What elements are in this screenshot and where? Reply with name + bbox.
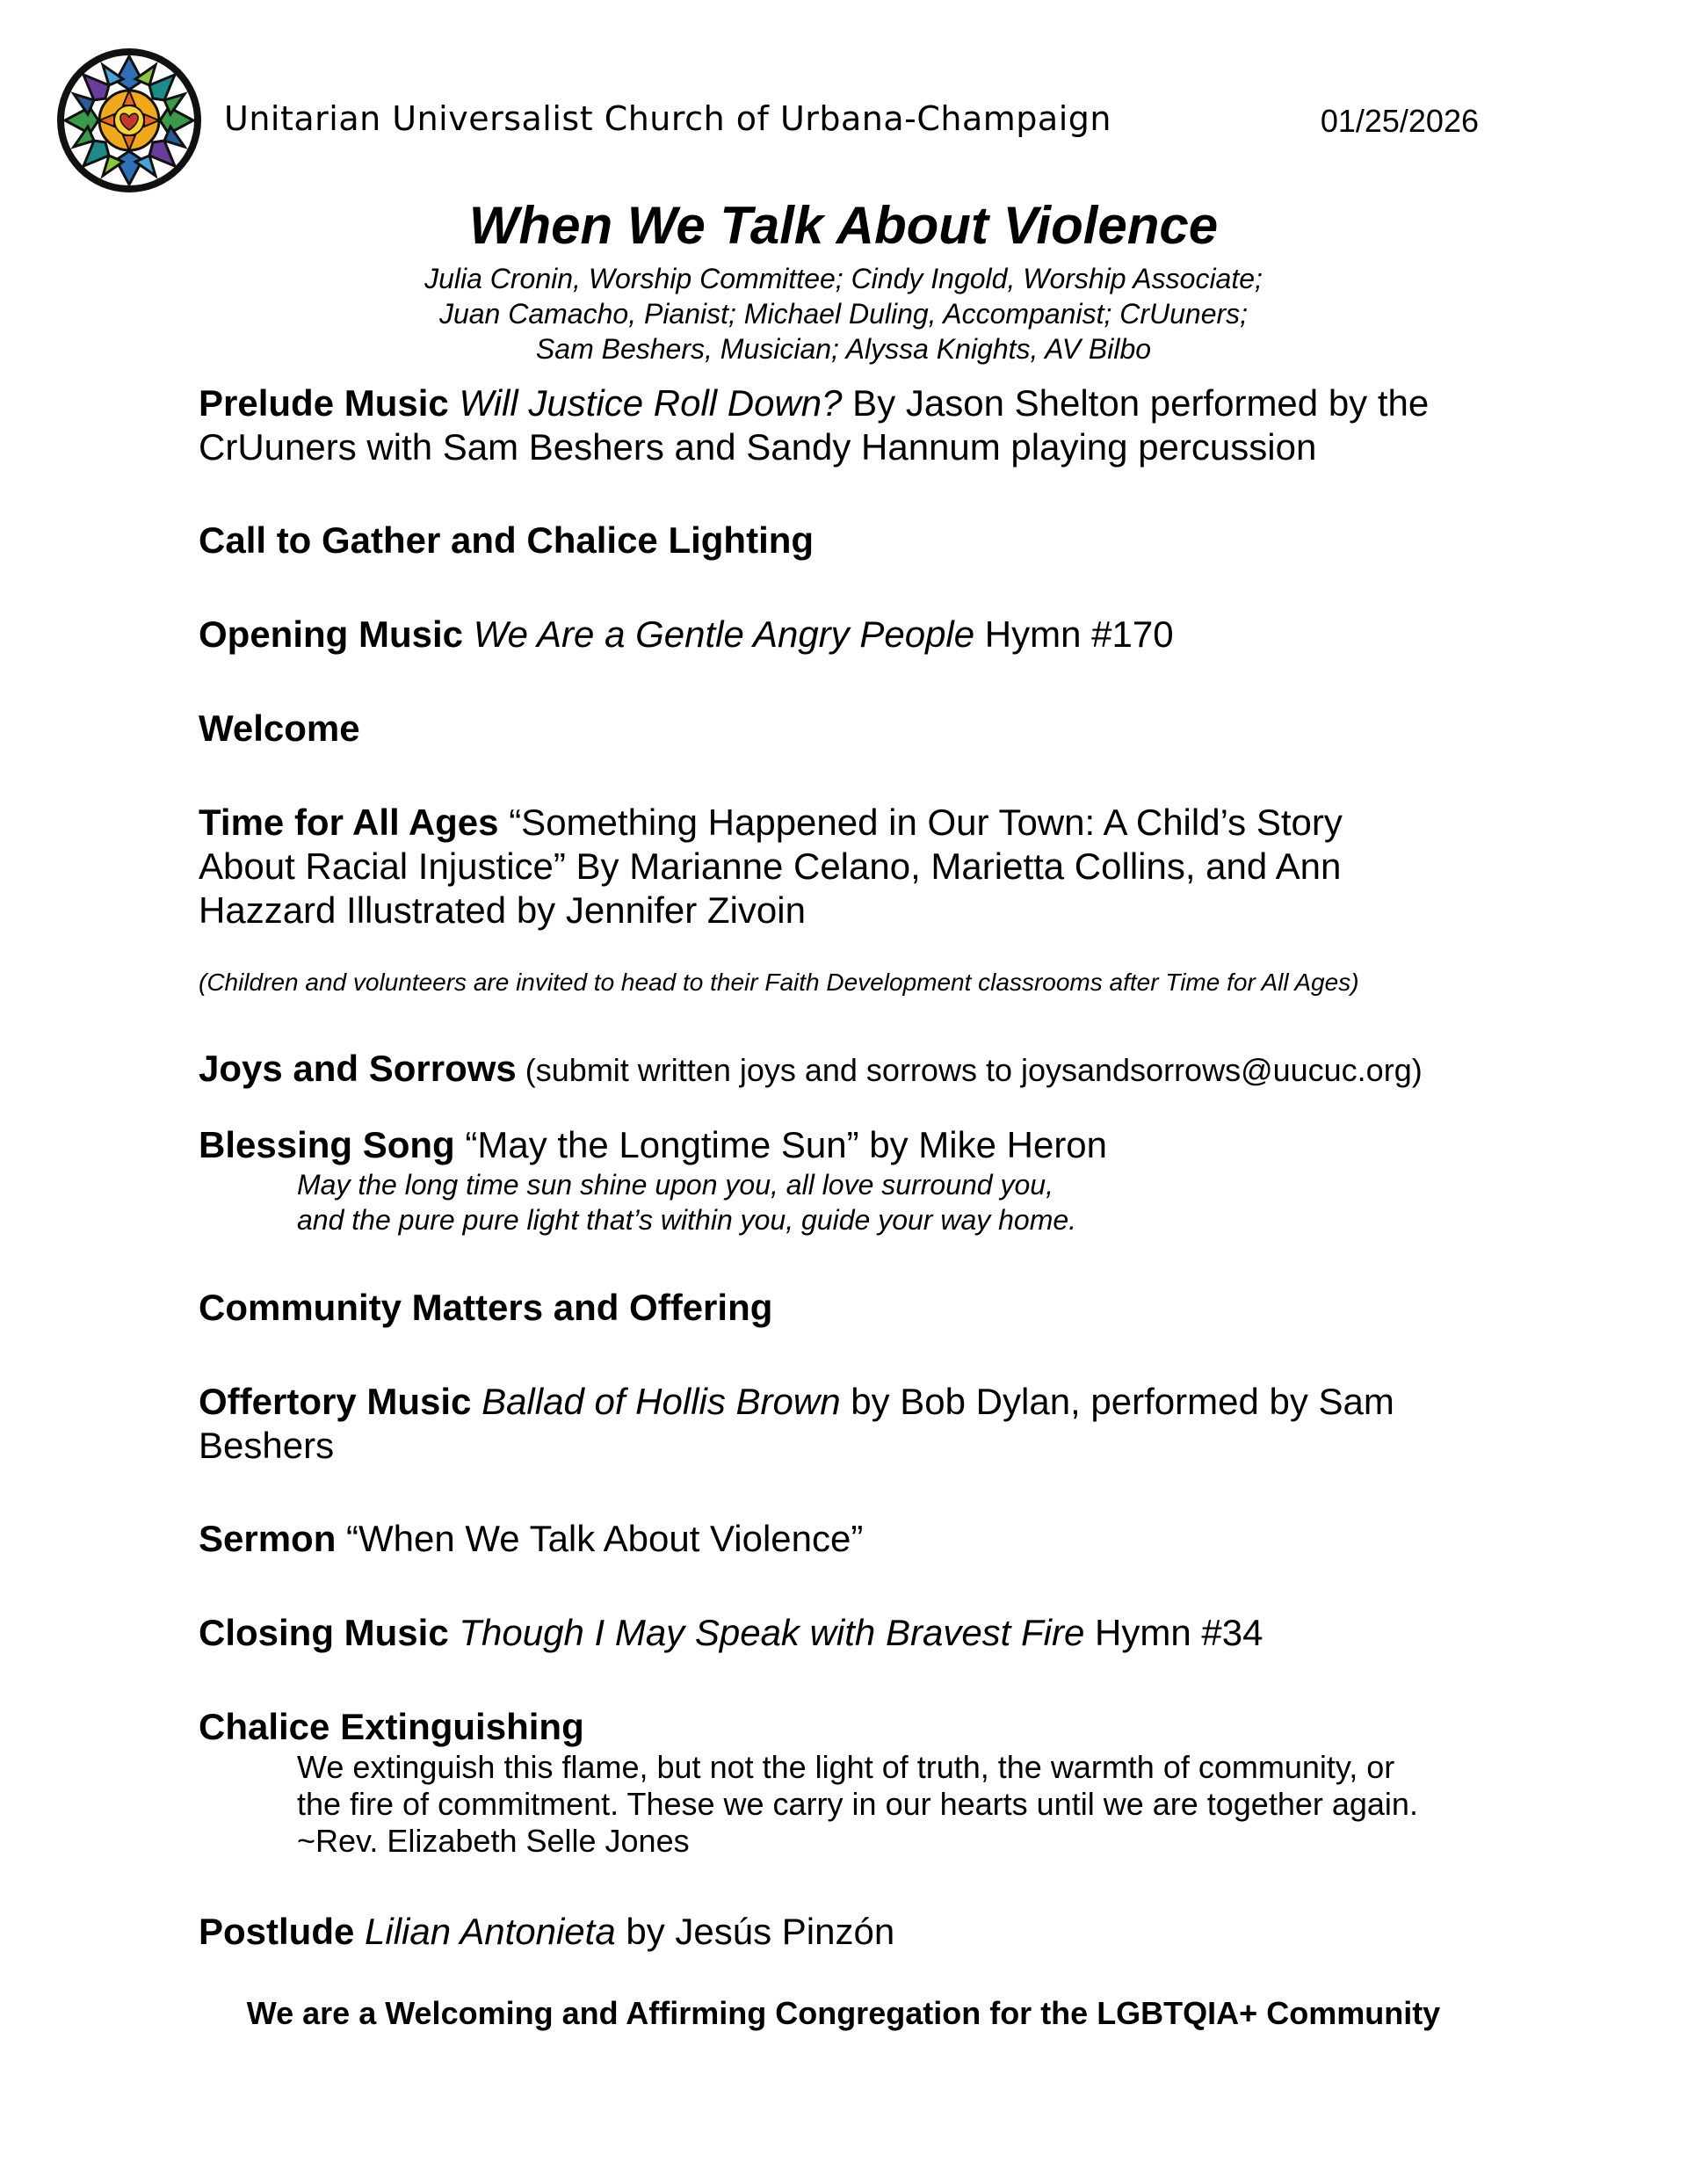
quote-line: We extinguish this flame, but not the light of truth, the warmth of community, or xyxy=(297,1749,1395,1785)
joys-and-sorrows-item xyxy=(199,1047,1499,1092)
item-label: Chalice Extinguishing xyxy=(199,1706,584,1747)
item-label: Prelude Music xyxy=(199,382,449,424)
item-label: Opening Music xyxy=(199,613,464,655)
quote-line: ~Rev. Elizabeth Selle Jones xyxy=(297,1823,690,1859)
sermon-item xyxy=(199,1517,1499,1561)
item-text: Hymn #34 xyxy=(1084,1612,1263,1653)
quote-line: the fire of commitment. These we carry in our hearts until we are together again. xyxy=(297,1786,1418,1822)
welcome-item xyxy=(199,707,1499,751)
time-for-all-ages-item xyxy=(199,801,1499,932)
blessing-song-item xyxy=(199,1123,1499,1167)
item-text: “When We Talk About Violence” xyxy=(336,1518,864,1559)
item-label: Call to Gather and Chalice Lighting xyxy=(199,519,815,561)
welcoming-statement: We are a Welcoming and Affirming Congregation for the LGBTQIA+ Community xyxy=(246,1995,1441,2031)
call-to-gather-item xyxy=(199,519,1499,562)
item-label: Closing Music xyxy=(199,1612,449,1653)
item-text: “May the Longtime Sun” by Mike Heron xyxy=(454,1124,1108,1165)
item-text: Beshers xyxy=(199,1425,335,1466)
item-text: Hazzard Illustrated by Jennifer Zivoin xyxy=(199,889,806,931)
item-label: Joys and Sorrows xyxy=(199,1048,517,1089)
church-logo-icon xyxy=(54,46,204,195)
lyric-line: and the pure pure light that’s within you, guide your way home. xyxy=(297,1204,1077,1236)
item-text: by Jesús Pinzón xyxy=(615,1911,895,1952)
offertory-music-item xyxy=(199,1380,1499,1468)
credits-line: Juan Camacho, Pianist; Michael Duling, Accompanist; CrUuners; xyxy=(438,298,1249,330)
blessing-lyrics xyxy=(297,1167,1527,1237)
item-text: (submit written joys and sorrows to joysandsorrows@uucuc.org) xyxy=(516,1052,1423,1088)
community-matters-item xyxy=(199,1286,1499,1330)
item-work: Lilian Antonieta xyxy=(365,1911,616,1952)
item-label: Welcome xyxy=(199,707,360,749)
extinguishing-quote xyxy=(297,1749,1527,1860)
children-note: (Children and volunteers are invited to head to their Faith Development classrooms after Time for All Ages) xyxy=(199,969,1359,996)
item-text: by Bob Dylan, performed by Sam xyxy=(840,1381,1394,1422)
service-title: When We Talk About Violence xyxy=(468,196,1219,255)
prelude-item xyxy=(199,381,1499,469)
item-work: Though I May Speak with Bravest Fire xyxy=(459,1612,1085,1653)
item-work: Will Justice Roll Down? xyxy=(459,382,843,424)
closing-music-item xyxy=(199,1611,1499,1655)
item-text: By Jason Shelton performed by the xyxy=(842,382,1430,424)
chalice-extinguishing-item xyxy=(199,1705,1499,1749)
item-label: Sermon xyxy=(199,1518,337,1559)
credits-line: Julia Cronin, Worship Committee; Cindy Ingold, Worship Associate; xyxy=(424,263,1263,294)
item-text: “Something Happened in Our Town: A Child’s Story xyxy=(498,802,1343,843)
item-label: Time for All Ages xyxy=(199,802,499,843)
item-text: About Racial Injustice” By Marianne Celano, Marietta Collins, and Ann xyxy=(199,845,1342,887)
item-label: Offertory Music xyxy=(199,1381,472,1422)
item-work: Ballad of Hollis Brown xyxy=(481,1381,841,1422)
item-text: Hymn #170 xyxy=(974,613,1174,655)
opening-music-item xyxy=(199,613,1499,657)
service-credits xyxy=(0,261,1687,366)
service-date: 01/25/2026 xyxy=(1320,103,1479,139)
lyric-line: May the long time sun shine upon you, all love surround you, xyxy=(297,1169,1053,1201)
item-label: Postlude xyxy=(199,1911,355,1952)
item-work: We Are a Gentle Angry People xyxy=(473,613,975,655)
credits-line: Sam Beshers, Musician; Alyssa Knights, AV Bilbo xyxy=(535,333,1152,365)
item-label: Community Matters and Offering xyxy=(199,1287,773,1328)
postlude-item xyxy=(199,1910,1499,1954)
item-text: CrUuners with Sam Beshers and Sandy Hannum playing percussion xyxy=(199,426,1317,468)
church-name: Unitarian Universalist Church of Urbana-Champaign xyxy=(224,99,1111,138)
item-label: Blessing Song xyxy=(199,1124,455,1165)
